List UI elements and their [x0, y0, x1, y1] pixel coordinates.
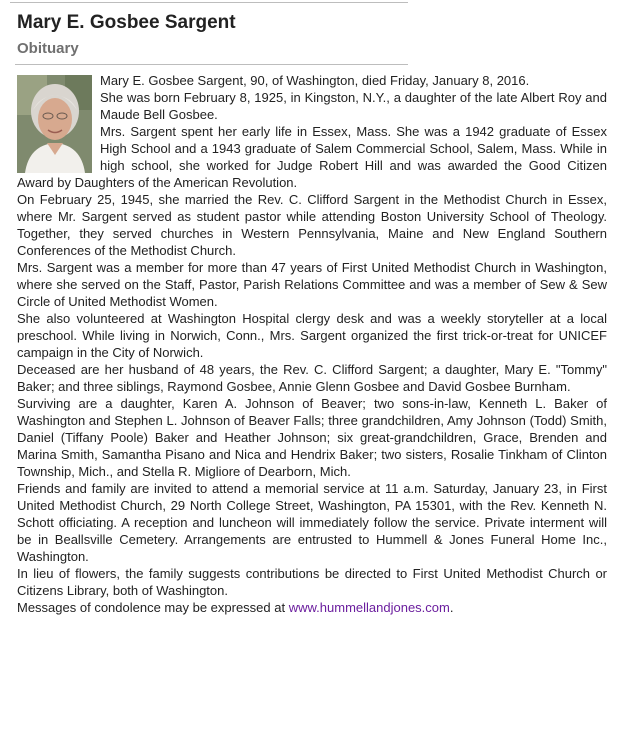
subtitle-divider: [15, 64, 408, 65]
paragraph-deceased: Deceased are her husband of 48 years, the Rev. C. Clifford Sargent; a daughter, Mary E. "Tommy" Baker; and three siblings, Raymond Gosbee, Annie Glenn Gosbee and David Gosbee Burnham.: [17, 362, 607, 394]
paragraph-service: Friends and family are invited to attend a memorial service at 11 a.m. Saturday, January 23, in First United Methodist Church, 29 North College Street, Washington, PA 15301, with the Rev. Kenneth N. Schott officiating. A reception and luncheon will immediately follow the service. Private interment will be in Beallsville Cemetery. Arrangements are entrusted to Hummell & Jones Funeral Home Inc., Washington.: [17, 481, 607, 564]
paragraph-marriage: On February 25, 1945, she married the Rev. C. Clifford Sargent in the Methodist Church in Essex, where Mr. Sargent served as student pastor while attending Boston University School of Theology. Together, they served churches in Western Pennsylvania, Maine and New England Southern Conferences of the Methodist Church.: [17, 192, 607, 258]
paragraph-birth: She was born February 8, 1925, in Kingston, N.Y., a daughter of the late Albert Roy and Maude Bell Gosbee.: [100, 90, 607, 122]
paragraph-death: Mary E. Gosbee Sargent, 90, of Washington, died Friday, January 8, 2016.: [100, 73, 530, 88]
paragraph-survivors: Surviving are a daughter, Karen A. Johnson of Beaver; two sons-in-law, Kenneth L. Baker of Washington and Stephen L. Johnson of Beaver Falls; three grandchildren, Amy Johnson (Todd) Smith, Daniel (Tiffany Poole) Baker and Heather Johnson; six great-grandchildren, Grace, Brenden and Marina Smith, Samantha Pisano and Nica and Hendrix Baker; two sisters, Rosalie Tinkham of Clinton Township, Mich., and Stella R. Migliore of Dearborn, Mich.: [17, 396, 607, 479]
condolences-text: Messages of condolence may be expressed at: [17, 600, 286, 615]
paragraph-early-life: Mrs. Sargent spent her early life in Essex, Mass. She was a 1942 graduate of Essex High School and a 1943 graduate of Salem Commercial School, Salem, Mass. While in high school, she worked for Judge Robert Hill and was awarded the Good Citizen Award by Daughters of the American Revolution.: [17, 124, 607, 190]
paragraph-church-membership: Mrs. Sargent was a member for more than 47 years of First United Methodist Church in Washington, where she served on the Staff, Pastor, Parish Relations Committee and was a member of Sew & Sew Circle of United Methodist Women.: [17, 260, 607, 309]
obituary-body: [17, 72, 607, 616]
obituary-subtitle: Obituary: [17, 40, 79, 57]
obituary-title: Mary E. Gosbee Sargent: [17, 12, 236, 33]
paragraph-volunteer: She also volunteered at Washington Hospital clergy desk and was a weekly storyteller at a local preschool. While living in Norwich, Conn., Mrs. Sargent organized the first trick-or-treat for UNICEF campaign in the City of Norwich.: [17, 311, 607, 360]
funeral-home-link[interactable]: www.hummellandjones.com: [288, 600, 450, 615]
top-divider: [10, 2, 408, 3]
paragraph-condolences: [17, 599, 607, 616]
condolences-period: .: [449, 600, 454, 615]
photo-spacer: [17, 72, 92, 174]
paragraph-flowers: In lieu of flowers, the family suggests contributions be directed to First United Methodist Church or Citizens Library, both of Washington.: [17, 566, 607, 598]
